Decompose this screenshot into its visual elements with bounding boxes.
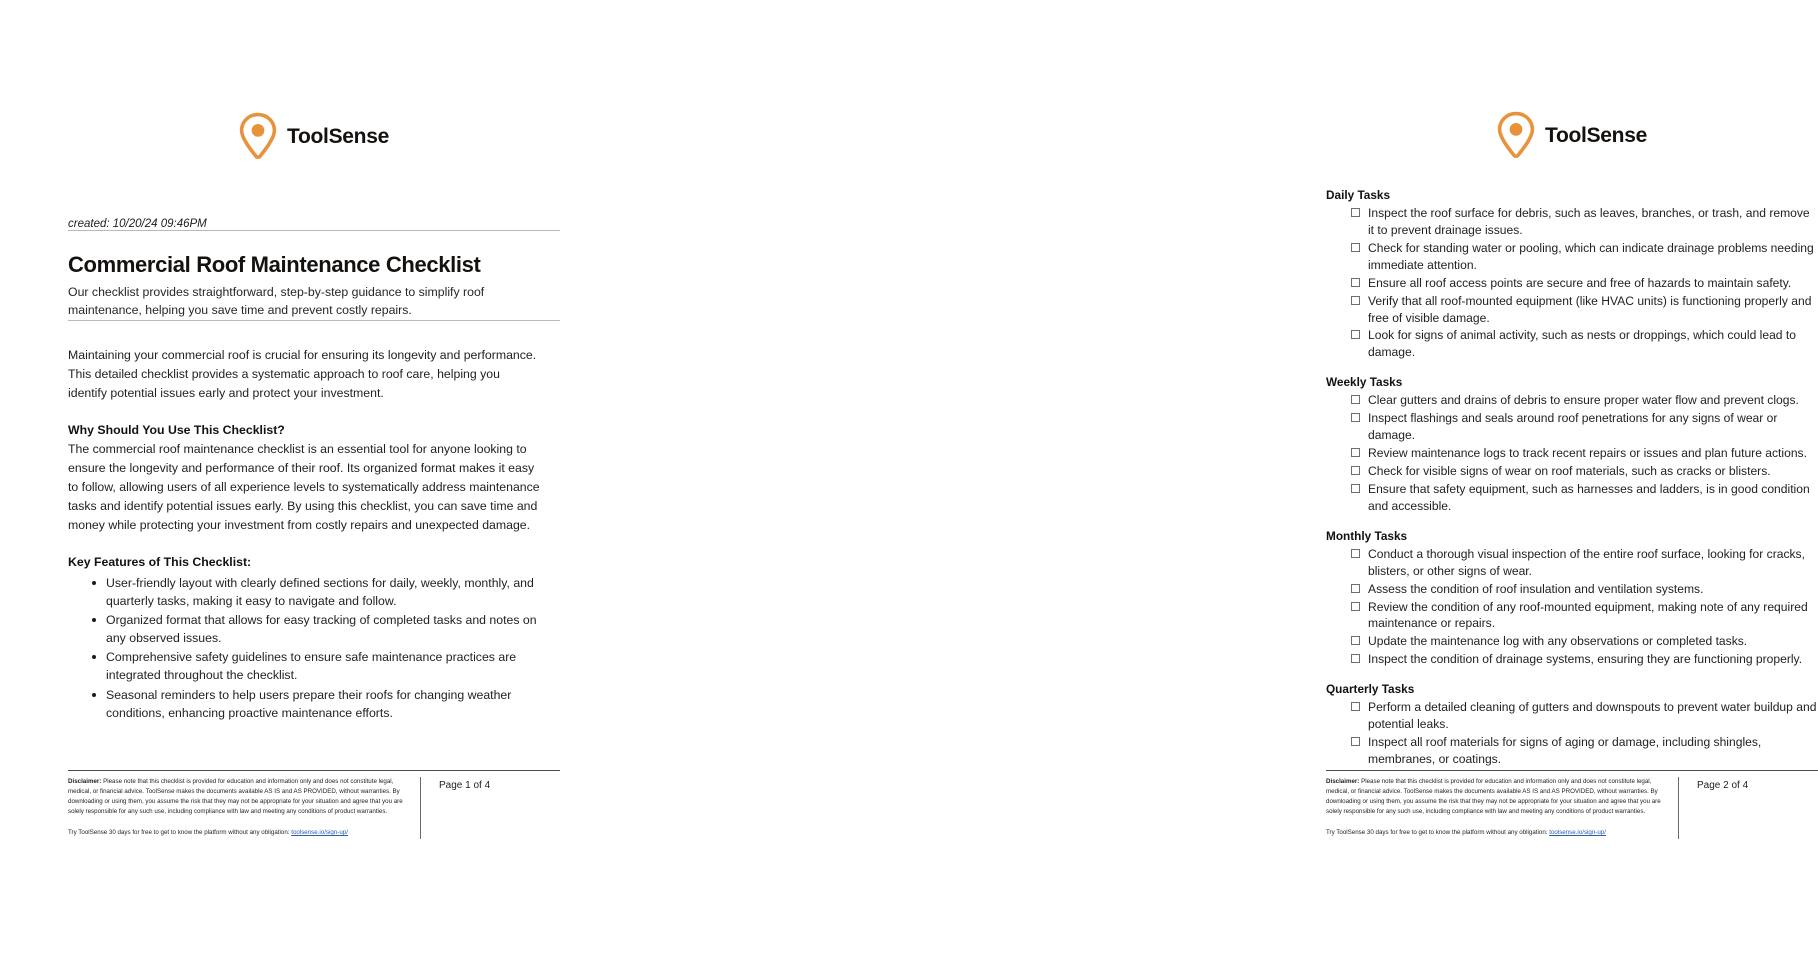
checkbox-icon[interactable] — [1351, 413, 1360, 422]
checklist-item[interactable] — [1351, 651, 1818, 668]
disclaimer-text — [68, 777, 410, 817]
task-group-title: Quarterly Tasks — [1326, 682, 1415, 697]
task-group-title: Weekly Tasks — [1326, 375, 1403, 390]
page-subtitle: Our checklist provides straightforward, step-by-step guidance to simplify roof maintenance, helping you save time and prevent costly repairs. — [68, 285, 485, 318]
checkbox-icon[interactable] — [1351, 395, 1360, 404]
map-pin-logo-icon — [239, 113, 277, 159]
body-content — [68, 346, 540, 722]
checklist-item[interactable] — [1351, 581, 1818, 598]
checklist-item-label: Verify that all roof-mounted equipment (like HVAC units) is functioning properly and free of visible damage. — [1368, 293, 1812, 325]
disclaimer-body: Please note that this checklist is provided for education and information only and does not constitute legal, medical, or financial advice. ToolSense makes the documents available AS IS and AS PROVIDED, without warranties. By downloading or using them, you assume the risk that they may not be appropriate for your situation and agree that you are solely responsible for any such use, including compliance with law and meeting any conditions of product warranties. — [1326, 778, 1661, 816]
title-rule-bottom — [68, 320, 560, 321]
checkbox-icon[interactable] — [1351, 466, 1360, 475]
checklist-item-label: Conduct a thorough visual inspection of the entire roof surface, looking for cracks, blisters, or other signs of wear. — [1368, 546, 1805, 578]
task-group-quarterly — [1326, 682, 1818, 768]
try-text: Try ToolSense 30 days for free to get to know the platform without any obligation: — [1326, 829, 1550, 837]
checkbox-icon[interactable] — [1351, 602, 1360, 611]
disclaimer-body: Please note that this checklist is provided for education and information only and does not constitute legal, medical, or financial advice. ToolSense makes the documents available AS IS and AS PROVIDED, without warranties. By downloading or using them, you assume the risk that they may not be appropriate for your situation and agree that you are solely responsible for any such use, including compliance with law and meeting any conditions of product warranties. — [68, 778, 403, 816]
created-timestamp: created: 10/20/24 09:46PM — [68, 218, 207, 230]
page-number: Page 1 of 4 — [439, 780, 491, 791]
page-footer — [1326, 770, 1818, 839]
checklist-item[interactable] — [1351, 699, 1818, 733]
checkbox-icon[interactable] — [1351, 549, 1360, 558]
checklist-item-label: Review maintenance logs to track recent repairs or issues and plan future actions. — [1368, 446, 1807, 461]
checkbox-icon[interactable] — [1351, 654, 1360, 663]
why-paragraph: The commercial roof maintenance checklist is an essential tool for anyone looking to ensure the longevity and performance of their roof. Its organized format makes it easy to follow, allowing users of all experience levels to systematically address maintenance tasks and identify potential issues early. By using this checklist, you can save time and money while protecting your investment from costly repairs and unexpected damage. — [68, 442, 540, 533]
checklist-item[interactable] — [1351, 734, 1818, 768]
task-group-title: Monthly Tasks — [1326, 528, 1408, 543]
checklist-item[interactable] — [1351, 445, 1818, 462]
why-heading: Why Should You Use This Checklist? — [68, 423, 285, 438]
document-page-1 — [0, 0, 628, 968]
checklist-item-label: Look for signs of animal activity, such as nests or droppings, which could lead to damage. — [1368, 328, 1796, 360]
disclaimer-label: Disclaimer: — [1326, 778, 1360, 785]
checkbox-icon[interactable] — [1351, 330, 1360, 339]
disclaimer-label: Disclaimer: — [68, 778, 102, 785]
checklist-item[interactable] — [1351, 327, 1818, 361]
checklist-item[interactable] — [1351, 463, 1818, 480]
try-line — [1326, 828, 1668, 838]
checklist-item[interactable] — [1351, 240, 1818, 274]
checkbox-icon[interactable] — [1351, 737, 1360, 746]
checklist-item-label: Clear gutters and drains of debris to ensure proper water flow and prevent clogs. — [1368, 393, 1799, 408]
checklist-item-label: Perform a detailed cleaning of gutters and downspouts to prevent water buildup and potential leaks. — [1368, 700, 1817, 732]
footer-rule — [1326, 770, 1818, 771]
signup-link[interactable]: toolsense.io/sign-up/ — [1549, 829, 1606, 837]
checklist-item[interactable] — [1351, 392, 1818, 409]
checklist-item-label: Inspect flashings and seals around roof penetrations for any signs of wear or damage. — [1368, 411, 1778, 443]
list-item: Comprehensive safety guidelines to ensure safe maintenance practices are integrated throughout the checklist. — [92, 648, 540, 684]
checklist-item-label: Assess the condition of roof insulation and ventilation systems. — [1368, 581, 1704, 596]
footer-rule — [68, 770, 560, 771]
task-list — [1326, 546, 1818, 668]
try-text: Try ToolSense 30 days for free to get to know the platform without any obligation: — [68, 829, 292, 837]
features-list — [68, 574, 540, 723]
checklist-item-label: Ensure all roof access points are secure and free of hazards to maintain safety. — [1368, 275, 1792, 290]
checkbox-icon[interactable] — [1351, 484, 1360, 493]
checklist-item[interactable] — [1351, 599, 1818, 633]
list-item: Organized format that allows for easy tracking of completed tasks and notes on any observed issues. — [92, 611, 540, 647]
intro-paragraph: Maintaining your commercial roof is crucial for ensuring its longevity and performance. This detailed checklist provides a systematic approach to roof care, helping you identify potential issues early and protect your investment. — [68, 348, 537, 401]
checkbox-icon[interactable] — [1351, 278, 1360, 287]
checkbox-icon[interactable] — [1351, 584, 1360, 593]
page-footer — [68, 770, 560, 839]
map-pin-logo-icon — [1497, 112, 1535, 158]
document-page-2 — [628, 0, 1817, 968]
checklist-item-label: Check for visible signs of wear on roof materials, such as cracks or blisters. — [1368, 463, 1771, 478]
title-rule-top — [68, 230, 560, 231]
checkbox-icon[interactable] — [1351, 208, 1360, 217]
list-item: User-friendly layout with clearly defined sections for daily, weekly, monthly, and quarterly tasks, making it easy to navigate and follow. — [92, 574, 540, 610]
checklist-item[interactable] — [1351, 481, 1818, 515]
task-group-weekly — [1326, 375, 1818, 514]
checkbox-icon[interactable] — [1351, 243, 1360, 252]
task-list — [1326, 699, 1818, 768]
checkbox-icon[interactable] — [1351, 636, 1360, 645]
try-line — [68, 828, 410, 838]
checklist-item[interactable] — [1351, 275, 1818, 292]
brand-name: ToolSense — [1545, 123, 1647, 147]
disclaimer-text — [1326, 777, 1668, 817]
task-list — [1326, 392, 1818, 514]
brand-logo — [1326, 0, 1818, 159]
checklist-item-label: Review the condition of any roof-mounted equipment, making note of any required maintenance or repairs. — [1368, 599, 1808, 631]
checklist-item-label: Update the maintenance log with any observations or completed tasks. — [1368, 634, 1748, 649]
checkbox-icon[interactable] — [1351, 448, 1360, 457]
checklist-item[interactable] — [1351, 205, 1818, 239]
checkbox-icon[interactable] — [1351, 296, 1360, 305]
checkbox-icon[interactable] — [1351, 702, 1360, 711]
page-title: Commercial Roof Maintenance Checklist — [68, 252, 481, 277]
checklist-item-label: Inspect all roof materials for signs of aging or damage, including shingles, membranes, or coatings. — [1368, 735, 1762, 766]
signup-link[interactable]: toolsense.io/sign-up/ — [291, 829, 348, 837]
task-group-monthly — [1326, 529, 1818, 668]
task-list — [1326, 205, 1818, 361]
checklist-item-label: Inspect the roof surface for debris, such as leaves, branches, or trash, and remove it to prevent drainage issues. — [1368, 206, 1810, 237]
checklist-item-label: Inspect the condition of drainage systems, ensuring they are functioning properly. — [1368, 652, 1803, 667]
task-group-daily — [1326, 188, 1818, 361]
checklist-item[interactable] — [1351, 546, 1818, 580]
page-number: Page 2 of 4 — [1697, 780, 1749, 791]
brand-logo — [68, 0, 560, 160]
checklist-item[interactable] — [1351, 293, 1818, 327]
features-heading: Key Features of This Checklist: — [68, 555, 252, 570]
brand-name: ToolSense — [287, 124, 389, 148]
task-group-title: Daily Tasks — [1326, 188, 1391, 202]
checklist-item-label: Ensure that safety equipment, such as harnesses and ladders, is in good condition and accessible. — [1368, 481, 1810, 513]
list-item: Seasonal reminders to help users prepare their roofs for changing weather conditions, enhancing proactive maintenance efforts. — [92, 686, 540, 722]
checklist-item-label: Check for standing water or pooling, which can indicate drainage problems needing immediate attention. — [1368, 240, 1814, 272]
checklist-item[interactable] — [1351, 633, 1818, 650]
checklist-item[interactable] — [1351, 410, 1818, 444]
checklist — [1326, 159, 1818, 768]
